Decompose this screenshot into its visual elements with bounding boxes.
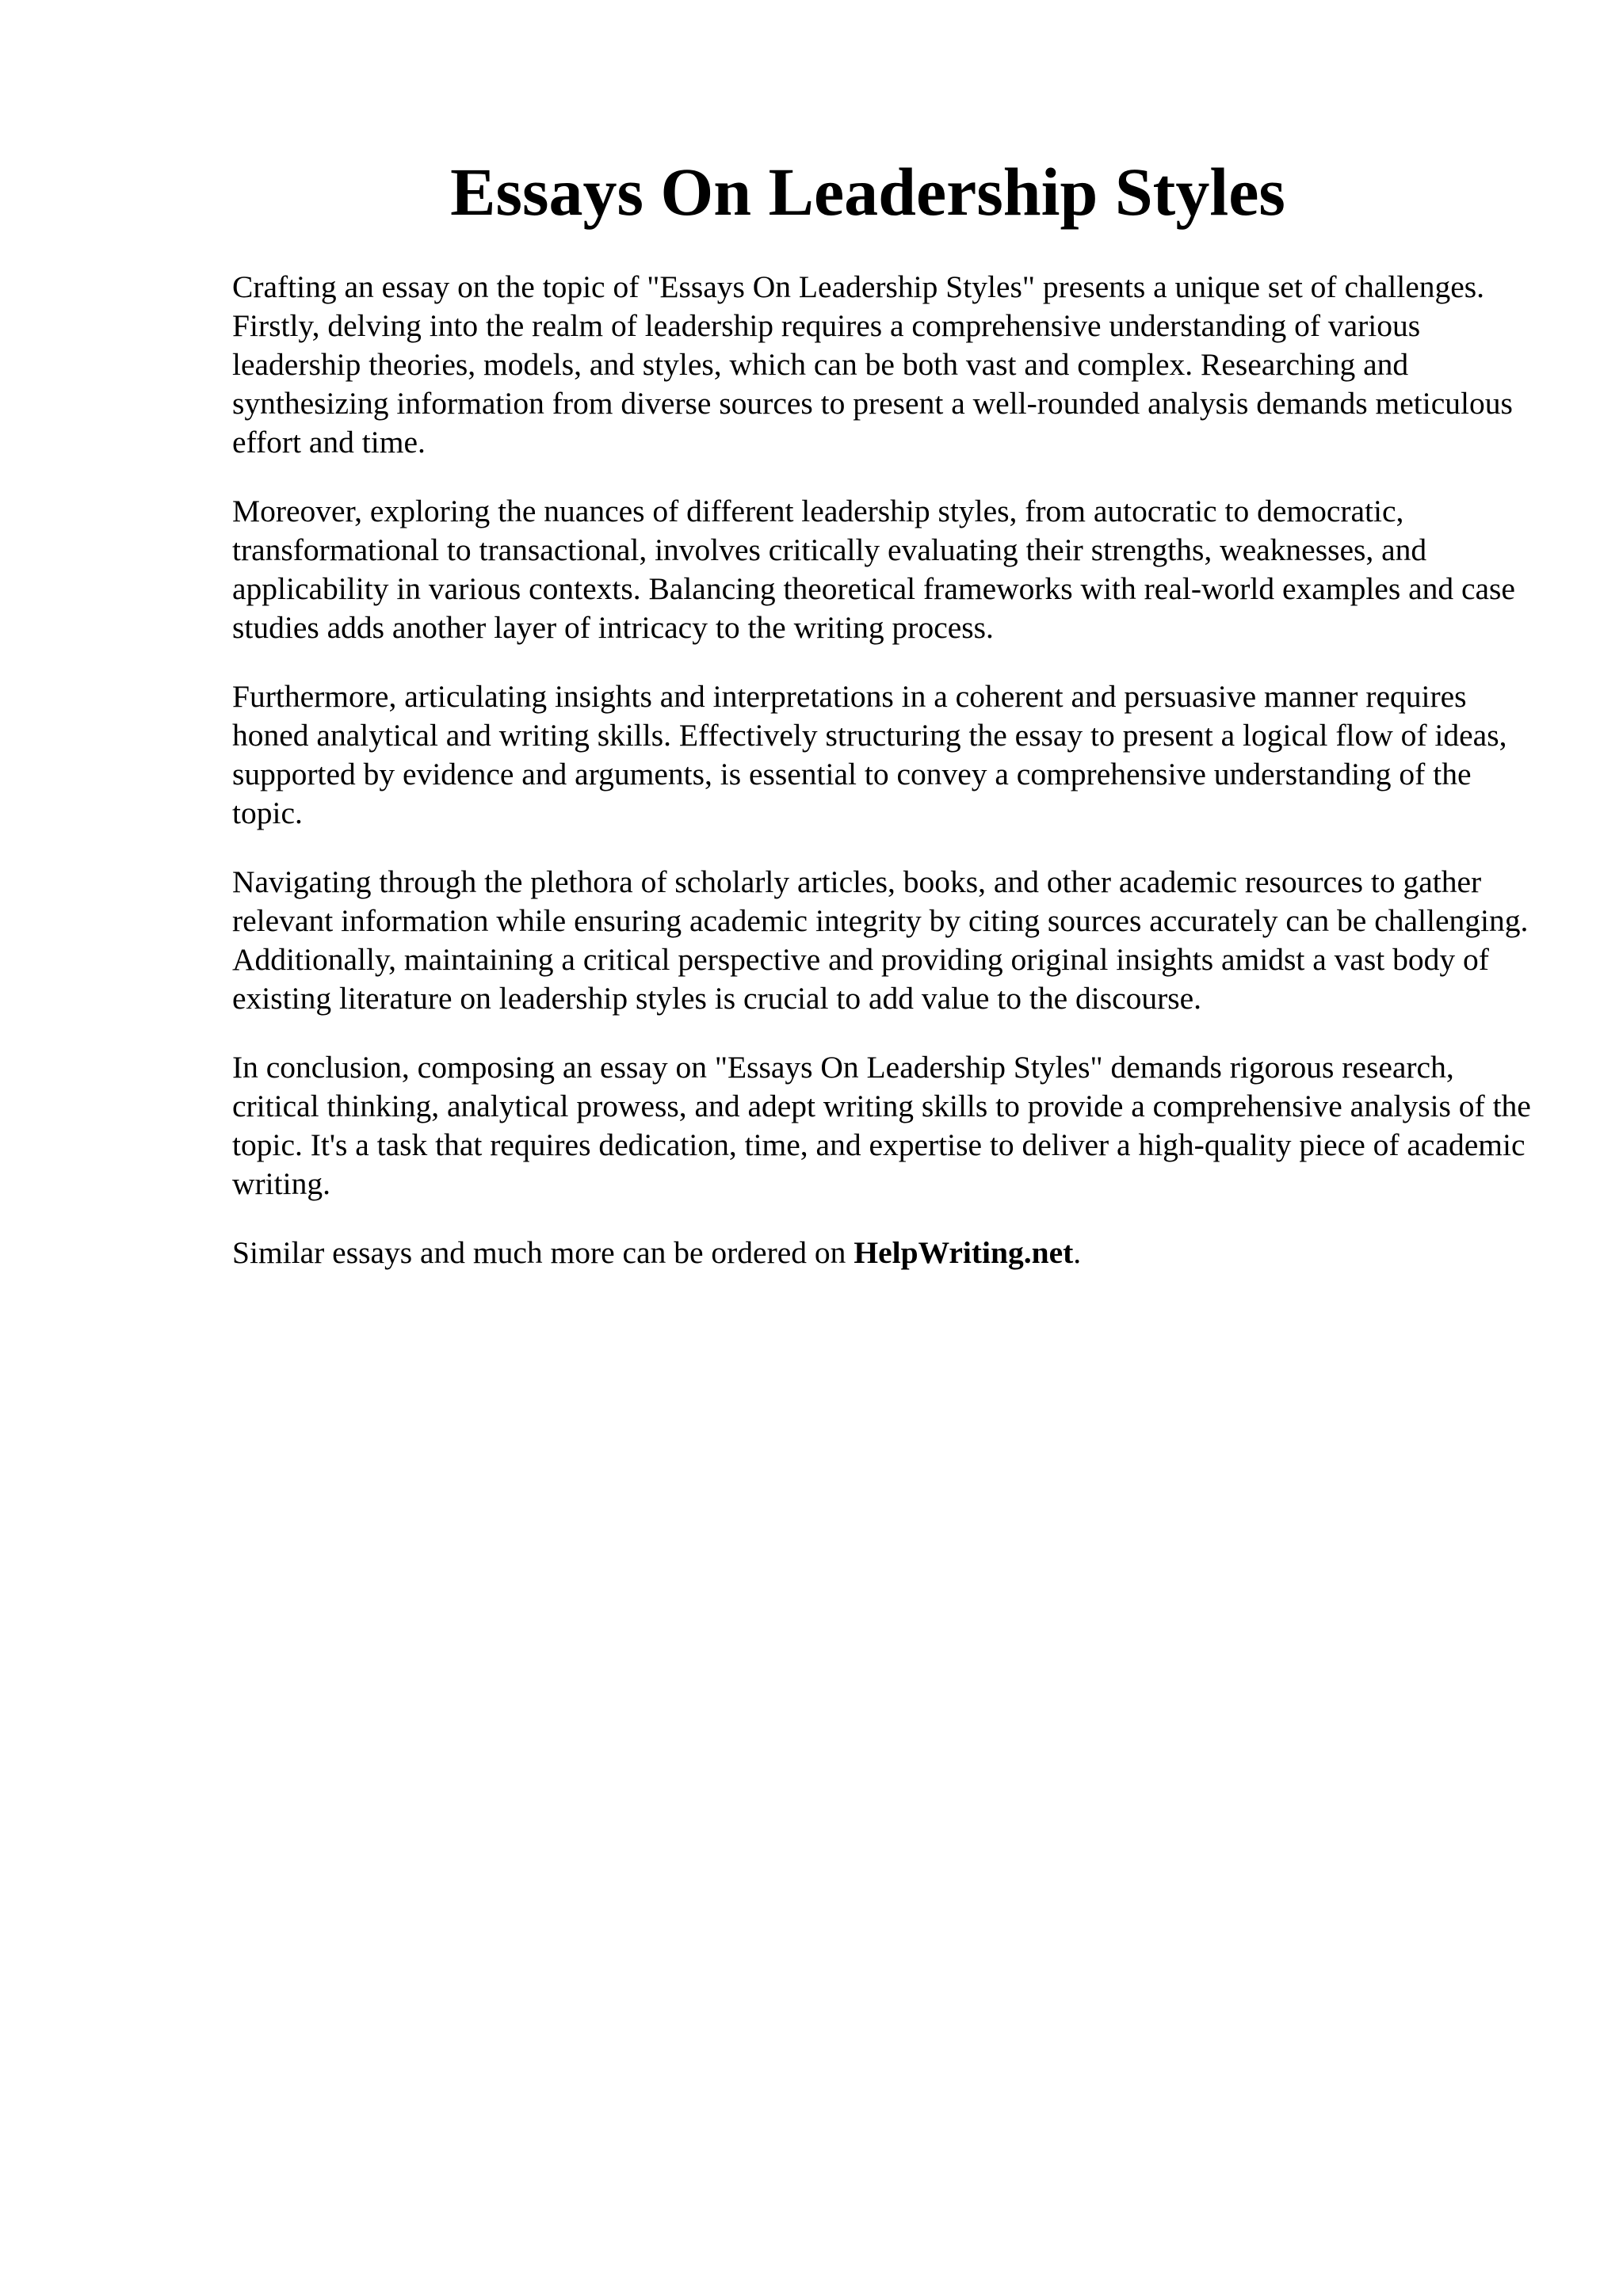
paragraph-2: Moreover, exploring the nuances of different leadership styles, from autocratic to democratic, transformational to transactional, involves critically evaluating their strengths, weaknesses, and applicability in various contexts. Balancing theoretical frameworks with real-world examples and case studies adds another layer of intricacy to the writing process.	[232, 494, 1515, 645]
promo-period: .	[1073, 1235, 1082, 1270]
helpwriting-link[interactable]: HelpWriting.net	[854, 1235, 1074, 1270]
essay-body	[232, 268, 1532, 1272]
paragraph-1: Crafting an essay on the topic of "Essays On Leadership Styles" presents a unique set of challenges. Firstly, delving into the realm of leadership requires a comprehensive understanding of various leadership theories, models, and styles, which can be both vast and complex. Researching and synthesizing information from diverse sources to present a well-rounded analysis demands meticulous effort and time.	[232, 269, 1513, 460]
promo-line	[232, 1234, 1532, 1272]
paragraph-5: In conclusion, composing an essay on "Essays On Leadership Styles" demands rigorous research, critical thinking, analytical prowess, and adept writing skills to provide a comprehensive analysis of the topic. It's a task that requires dedication, time, and expertise to deliver a high-quality piece of academic writing.	[232, 1050, 1531, 1201]
page-title: Essays On Leadership Styles	[450, 154, 1285, 230]
promo-text: Similar essays and much more can be ordered on	[232, 1235, 846, 1270]
paragraph-3: Furthermore, articulating insights and interpretations in a coherent and persuasive manner requires honed analytical and writing skills. Effectively structuring the essay to present a logical flow of ideas, supported by evidence and arguments, is essential to convey a comprehensive understanding of the topic.	[232, 679, 1507, 830]
paragraph-4: Navigating through the plethora of scholarly articles, books, and other academic resources to gather relevant information while ensuring academic integrity by citing sources accurately can be challenging. Additionally, maintaining a critical perspective and providing original insights amidst a vast body of existing literature on leadership styles is crucial to add value to the discourse.	[232, 864, 1529, 1016]
